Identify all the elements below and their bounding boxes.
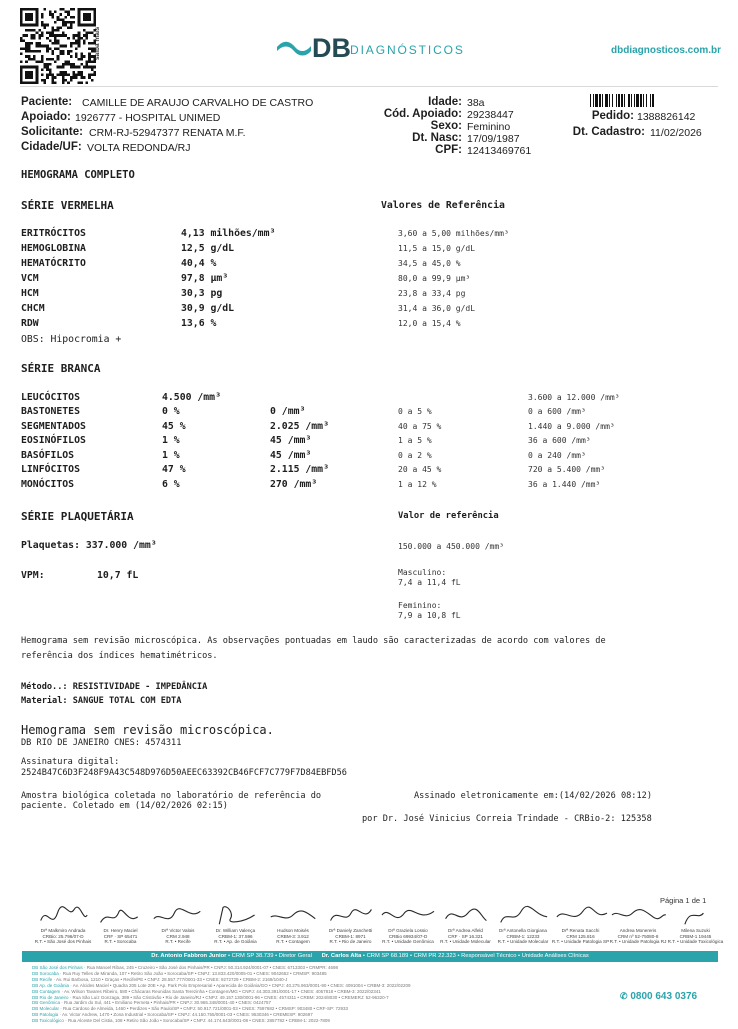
white-row-pct: 0 % (162, 406, 180, 417)
unit-name: DB São José dos Pinhais (32, 965, 83, 970)
signature-registry: CRM 2.948 (166, 933, 190, 939)
director-2-name: Dr. Carlos Alta (321, 953, 362, 959)
platelet-count: Plaquetas: 337.000 /mm³ (21, 540, 157, 551)
white-row-label: SEGMENTADOS (21, 420, 86, 432)
leukocytes-label: LEUCÓCITOS (21, 392, 80, 403)
white-row-ref-abs: 0 a 240 /mm³ (528, 450, 586, 460)
signature-name: Drª Daniely Zanchetti (328, 928, 373, 933)
age-label: Idade: (428, 96, 462, 108)
age-value: 38a (467, 97, 485, 109)
unit-details: · Av. Victor Andrew, 1470 • Zona Industrial • Sorocaba/SP • CNPJ: 44.150.755/0001-03 • CNES: 9530346 • CREMESP: 902697 (59, 1012, 313, 1018)
white-row-ref-abs: 0 a 600 /mm³ (528, 407, 586, 416)
signature-caption (88, 928, 154, 945)
signature-block (145, 902, 211, 945)
white-row-ref-pct: 0 a 2 % (398, 450, 432, 460)
signature-registry: CRBM-3: 3.912 (277, 933, 309, 939)
signature-registry: CRBio: 25.796/07-D (42, 933, 84, 939)
signed-by: por Dr. José Vinicius Correia Trindade - CRBio-2: 125358 (362, 814, 652, 824)
signature-registry: CRF · SP 16.321 (448, 933, 483, 939)
director-2-crm-sp: CRM SP 68.189 (366, 953, 409, 959)
signature-registry: CRBM-1: 12233 (506, 933, 540, 939)
patient-name-label: Paciente: (21, 96, 73, 108)
red-row-label: CHCM (21, 303, 45, 314)
reference-header: Valores de Referência (381, 200, 505, 211)
requester-value: CRM-RJ-52947377 RENATA M.F. (89, 127, 246, 139)
white-row-pct: 47 % (162, 464, 186, 476)
red-row-ref: 34,5 a 45,0 % (398, 259, 461, 268)
red-row-value: 97,8 µm³ (181, 273, 229, 284)
red-row-value: 4,13 milhões/mm³ (181, 228, 276, 239)
requester-label: Solicitante: (21, 126, 83, 138)
signature-name: Drª Antonella Giorgiana (499, 928, 547, 933)
red-row-value: 30,3 pg (181, 288, 223, 299)
unit-details: · Rua Alceste Del Cistia, 108 • Retiro São João • Sorocaba/SP • CNPJ: 44.174.643/0001-08 • CNES: 2857782 • CRBM-1: 2022-7809 (65, 1018, 330, 1024)
support-value: 1926777 - HOSPITAL UNIMED (75, 112, 221, 124)
signature-unit: R.T. • Contagem (276, 939, 310, 945)
signature-block (318, 902, 384, 945)
vpm-female-ref: 7,9 a 10,8 fL (398, 611, 461, 620)
sample-line-2: paciente. Coletado em (14/02/2026 02:15) (21, 801, 228, 811)
unit-name: DB Toxicológico (32, 1018, 64, 1024)
signature-name: Drª Renata Sacchi (561, 928, 600, 933)
qr-code[interactable] (20, 8, 96, 84)
signature-scribble-icon (263, 902, 323, 928)
white-row-label: EOSINÓFILOS (21, 435, 86, 447)
red-row-ref: 80,0 a 99,9 µm³ (398, 274, 471, 283)
white-row-ref-pct: 20 a 45 % (398, 465, 442, 475)
white-series-title: SÉRIE BRANCA (21, 362, 101, 375)
white-row-label: BASTONETES (21, 406, 80, 417)
code-label: Cód. Apoiado: (383, 108, 462, 120)
red-row-label: HEMOGLOBINA (21, 243, 86, 254)
signature-block (490, 902, 556, 945)
red-row-label: ERITRÓCITOS (21, 228, 86, 239)
unit-details: · Av. Alcides Maciel • Quadra 205 Lote 20E • Ap. Park Polo Empresarial • Aparecida de Goiânia/GO • CNPJ: 40.275.963/0001-90 • CNES: 4091004 • CRBM-3: 2022/02209 (70, 982, 411, 988)
vpm-male-label: Masculino: (398, 568, 447, 577)
signature-scribble-icon (321, 902, 381, 928)
header-divider (20, 86, 718, 87)
signature-name: Drª Graziela Lossio (388, 928, 428, 933)
signature-unit: R.T. • Rio de Janeiro (329, 939, 372, 945)
signed-electronically: Assinado eletronicamente em:(14/02/2026 08:12) (414, 791, 652, 801)
unit-details: · Rua Cardoso de Almeida, 1460 • Perdizes • São Paulo/SP • CNPJ: 50.917.721/0001-03 • CNES: 7597682 • CRMSP: 903480 • CRF-SP: 72933 (60, 1006, 349, 1012)
digital-signature-hash: 2524B47C6D3F248F9A43C548D976D50AEEC63392CB46FCF7C779F7D84EBFD56 (21, 768, 347, 778)
red-row-ref: 12,0 a 15,4 % (398, 319, 461, 328)
red-row-label: RDW (21, 318, 39, 329)
director-1-role: Diretor Geral (278, 953, 312, 959)
signature-block (203, 902, 269, 945)
unit-name: DB Recife (32, 976, 53, 982)
brand-logo (275, 34, 313, 67)
red-row-label: HCM (21, 288, 39, 299)
unit-address-line (32, 1018, 411, 1024)
signature-block (605, 902, 671, 945)
signature-unit: R.T. • Unidade Molecular (440, 939, 491, 945)
white-row-abs: 270 /mm³ (270, 479, 318, 490)
unit-name: DB Sorocaba (32, 970, 59, 976)
vpm-female-label: Feminino: (398, 601, 442, 610)
red-series-title: SÉRIE VERMELHA (21, 199, 114, 212)
reg-date-value: 11/02/2026 (650, 127, 702, 139)
note-line-1: Hemograma sem revisão microscópica. As observações pontuadas em laudo são caracterizadas de acordo com valores de (21, 636, 606, 646)
brand-name: DB (312, 33, 351, 63)
unit-name: DB Ap. de Goiânia (32, 982, 70, 988)
white-row-ref-abs: 1.440 a 9.000 /mm³ (528, 421, 615, 431)
unit-details: · Av. Wilson Tavares Ribeiro, 580 • Chácaras Reunidas Santa Terezinha • Contagem/MG • CNPJ: 44.303.391/0001-17 • CNES: 4057818 • CRBM-3: 2022/02341 (61, 988, 381, 994)
unit-name: DB Genômica (32, 1000, 61, 1006)
patient-name: CAMILLE DE ARAUJO CARVALHO DE CASTRO (82, 97, 314, 109)
white-row-pct: 1 % (162, 435, 180, 447)
signature-block (88, 902, 154, 945)
signature-unit: R.T. • Sorocaba (104, 939, 137, 945)
signature-block (30, 902, 96, 945)
director-2-unit: Unidade Análises Clínicas (521, 953, 589, 959)
signature-registry: CRBM-1: 37.596 (218, 933, 253, 939)
phone-contact[interactable] (620, 991, 697, 1002)
white-row-abs: 45 /mm³ (270, 449, 312, 461)
signature-registry: CRBM-1 19445 (679, 933, 712, 939)
units-list (32, 965, 411, 1024)
platelet-ref: 150.000 a 450.000 /mm³ (398, 542, 504, 551)
signature-block (433, 902, 499, 945)
unit-details: · Rua Jardim do Sul, 441 • Emiliano Perneta • Pinhais/PR • CNPJ: 30.965.348/0001-40 • CNES: 0424757 (61, 1000, 271, 1006)
website-link[interactable]: dbdiagnosticos.com.br (611, 45, 722, 56)
unit-name: DB Patologia (32, 1012, 59, 1018)
white-row-label: LINFÓCITOS (21, 464, 80, 476)
signature-scribble-icon (33, 902, 93, 928)
signature-scribble-icon (378, 902, 438, 928)
unit-details: · Rua Manoel Ribas, 245 • Cruzeiro • São José dos Pinhais/PR • CNPJ: 50.314.924/0001-07 • CNES: 6713303 • CRMPR: 4698 (84, 965, 339, 970)
signature-unit: R.T. • Unidade Toxicológica (667, 939, 724, 945)
signature-name: Dr. Henry Maciel (103, 928, 138, 933)
red-row-label: VCM (21, 273, 39, 284)
reg-date-label: Dt. Cadastro: (572, 126, 645, 138)
signature-caption (260, 928, 326, 945)
red-row-ref: 3,60 a 5,00 milhões/mm³ (398, 229, 509, 238)
code-value: 29238447 (467, 109, 514, 121)
signature-name: Drª Victor Valois (161, 928, 195, 933)
cnes-line: DB RIO DE JANEIRO CNES: 4574311 (21, 738, 182, 748)
white-row-abs: 0 /mm³ (270, 406, 306, 417)
signature-unit: R.T. • São José dos Pinhais (34, 939, 92, 945)
unit-details: · Rua Ruy Telles de Miranda, 107 • Retiro São João • Sorocaba/SP • CNPJ: 13.833.420/0005-01 • CNES: 9042652 • CRMSP: 903485 (60, 970, 327, 976)
signature-scribble-icon (608, 902, 668, 928)
signature-caption (490, 928, 556, 945)
white-row-abs: 45 /mm³ (270, 435, 312, 447)
white-row-ref-pct: 40 a 75 % (398, 421, 442, 431)
birth-label: Dt. Nasc: (412, 132, 462, 144)
method: Método..: RESISTIVIDADE - IMPEDÂNCIA (21, 682, 208, 692)
unit-details: · Av. Rui Barbosa, 1210 • Graças • Recife/PE • CNPJ: 28.557.777/0001-33 • CNES: 9272729 • CRBM-2: 2169/1040-J (53, 976, 288, 982)
sex-value: Feminino (467, 121, 511, 133)
signature-block (663, 902, 729, 945)
red-row-value: 40,4 % (181, 258, 217, 269)
red-obs: OBS: Hipocromia + (21, 334, 122, 345)
leukocytes-ref: 3.600 a 12.000 /mm³ (528, 393, 620, 402)
signature-name: Andrea Monereris (619, 928, 657, 933)
signature-name: Drª Andrea Alfeld (448, 928, 483, 933)
digital-signature-label: Assinatura digital: (21, 757, 120, 767)
platelet-series-title: SÉRIE PLAQUETÁRIA (21, 510, 134, 523)
signature-caption (318, 928, 384, 945)
white-row-pct: 6 % (162, 479, 180, 490)
white-row-abs: 2.025 /mm³ (270, 420, 329, 432)
platelet-ref-header: Valor de referência (398, 511, 499, 521)
director-2-role: Responsável Técnico (461, 953, 517, 959)
whatsapp-icon: ✆ (620, 991, 628, 1001)
leukocytes-value: 4.500 /mm³ (162, 392, 221, 403)
order-value: 1388826142 (637, 111, 696, 123)
signature-unit: R.T. • Ap. de Goiânia (214, 939, 257, 945)
signature-block (548, 902, 614, 945)
white-row-ref-abs: 36 a 1.440 /mm³ (528, 480, 601, 489)
white-row-abs: 2.115 /mm³ (270, 464, 329, 476)
sample-line-1: Amostra biológica coletada no laboratório de referência do (21, 791, 322, 801)
red-row-value: 12,5 g/dL (181, 243, 235, 254)
red-row-value: 13,6 % (181, 318, 217, 329)
phone-number: 0800 643 0376 (630, 991, 698, 1002)
signature-name: Dr. William Valença (215, 928, 256, 933)
unit-details: · Rua São Luiz Gonzaga, 389 • São Cristóvão • Rio de Janeiro/RJ • CNPJ: 49.157.130/0001-96 • CNES: 4574311 • CRBM: 2024/8030 • CREMERJ: 52-96320-7 (69, 994, 389, 1000)
signature-caption (30, 928, 96, 945)
signature-scribble-icon (666, 902, 726, 928)
signature-caption (663, 928, 729, 945)
signature-registry: CRM nº 52-75080-8 (617, 933, 659, 939)
red-row-value: 30,9 g/dL (181, 303, 235, 314)
signature-registry: CRF · SP 65471 (103, 933, 138, 939)
white-row-ref-abs: 720 a 5.400 /mm³ (528, 465, 606, 475)
logo-wave-icon (275, 34, 313, 62)
signature-caption (433, 928, 499, 945)
directors-bar: Dr. Antonio Fabbron Junior • CRM SP 38.739 • Diretor Geral Dr. Carlos Alta • CRM SP 68.189 • CRM PR 22.323 • Responsável Técnico • Unidade Análises Clínicas (22, 951, 718, 962)
signature-block (375, 902, 441, 945)
signature-caption (548, 928, 614, 945)
signature-scribble-icon (436, 902, 496, 928)
director-1-crm: CRM SP 38.739 (231, 953, 274, 959)
unit-name: DB Contagem (32, 988, 61, 994)
signature-scribble-icon (148, 902, 208, 928)
signature-unit: R.T. • Recife (165, 939, 191, 945)
white-row-pct: 1 % (162, 449, 180, 461)
sex-label: Sexo: (430, 120, 462, 132)
signature-caption (203, 928, 269, 945)
red-row-label: HEMATÓCRITO (21, 258, 86, 269)
director-1-name: Dr. Antonio Fabbron Junior (151, 953, 227, 959)
unit-name: DB Molecular (32, 1006, 60, 1012)
note-line-2: referência dos índices hematimétricos. (21, 651, 218, 661)
signature-unit: R.T. • Unidade Molecular (497, 939, 549, 945)
white-row-ref-abs: 36 a 600 /mm³ (528, 436, 591, 446)
signature-scribble-icon (91, 902, 151, 928)
red-row-ref: 23,8 a 33,4 pg (398, 289, 466, 298)
material: Material: SANGUE TOTAL COM EDTA (21, 696, 182, 706)
qr-caption: saiba mais (94, 26, 101, 60)
big-note: Hemograma sem revisão microscópica. (21, 723, 274, 737)
vpm-label: VPM: (21, 570, 45, 581)
signature-registry: CRBM-1: 8971 (335, 933, 366, 939)
vpm-male-ref: 7,4 a 11,4 fL (398, 578, 461, 587)
exam-title: HEMOGRAMA COMPLETO (21, 169, 135, 181)
signature-caption (605, 928, 671, 945)
signature-scribble-icon (493, 902, 553, 928)
white-row-pct: 45 % (162, 420, 186, 432)
brand-sub: DIAGNÓSTICOS (350, 43, 465, 57)
page-number: Página 1 de 1 (660, 896, 707, 905)
signature-scribble-icon (206, 902, 266, 928)
white-row-label: MONÓCITOS (21, 479, 75, 490)
barcode (590, 94, 686, 107)
signature-unit: R.T. • Unidade Genômica (382, 939, 434, 945)
signature-unit: R.T. • Unidade Patologia RJ (609, 939, 667, 945)
vpm-value: 10,7 fL (97, 570, 139, 581)
signature-caption (375, 928, 441, 945)
unit-name: DB Rio de Janeiro (32, 994, 69, 1000)
white-row-label: BASÓFILOS (21, 449, 75, 461)
signature-unit: R.T. • Unidade Patologia SP (551, 939, 610, 945)
support-label: Apoiado: (21, 111, 71, 123)
director-2-crm-pr: CRM PR 22.323 (413, 953, 456, 959)
red-row-ref: 11,5 a 15,0 g/dL (398, 244, 476, 253)
white-row-ref-pct: 1 a 12 % (398, 480, 437, 489)
red-row-ref: 31,4 a 36,0 g/dL (398, 304, 476, 313)
signature-name: Milena Suzuki (681, 928, 710, 933)
signature-name: Drª Malkmiro Andrada (40, 928, 86, 933)
signature-registry: CRBio 69934/07-D (388, 933, 428, 939)
signature-registry: CRM 125.816 (566, 933, 595, 939)
cpf-value: 12413469761 (467, 145, 532, 157)
signature-name: Hudson Moisés (277, 928, 309, 933)
city-label: Cidade/UF: (21, 141, 82, 153)
birth-value: 17/09/1987 (467, 133, 520, 145)
cpf-label: CPF: (435, 144, 462, 156)
signature-scribble-icon (551, 902, 611, 928)
signature-block (260, 902, 326, 945)
signature-caption (145, 928, 211, 945)
white-row-ref-pct: 0 a 5 % (398, 407, 432, 416)
city-value: VOLTA REDONDA/RJ (87, 142, 191, 154)
white-row-ref-pct: 1 a 5 % (398, 436, 432, 446)
order-label: Pedido: (591, 110, 634, 122)
